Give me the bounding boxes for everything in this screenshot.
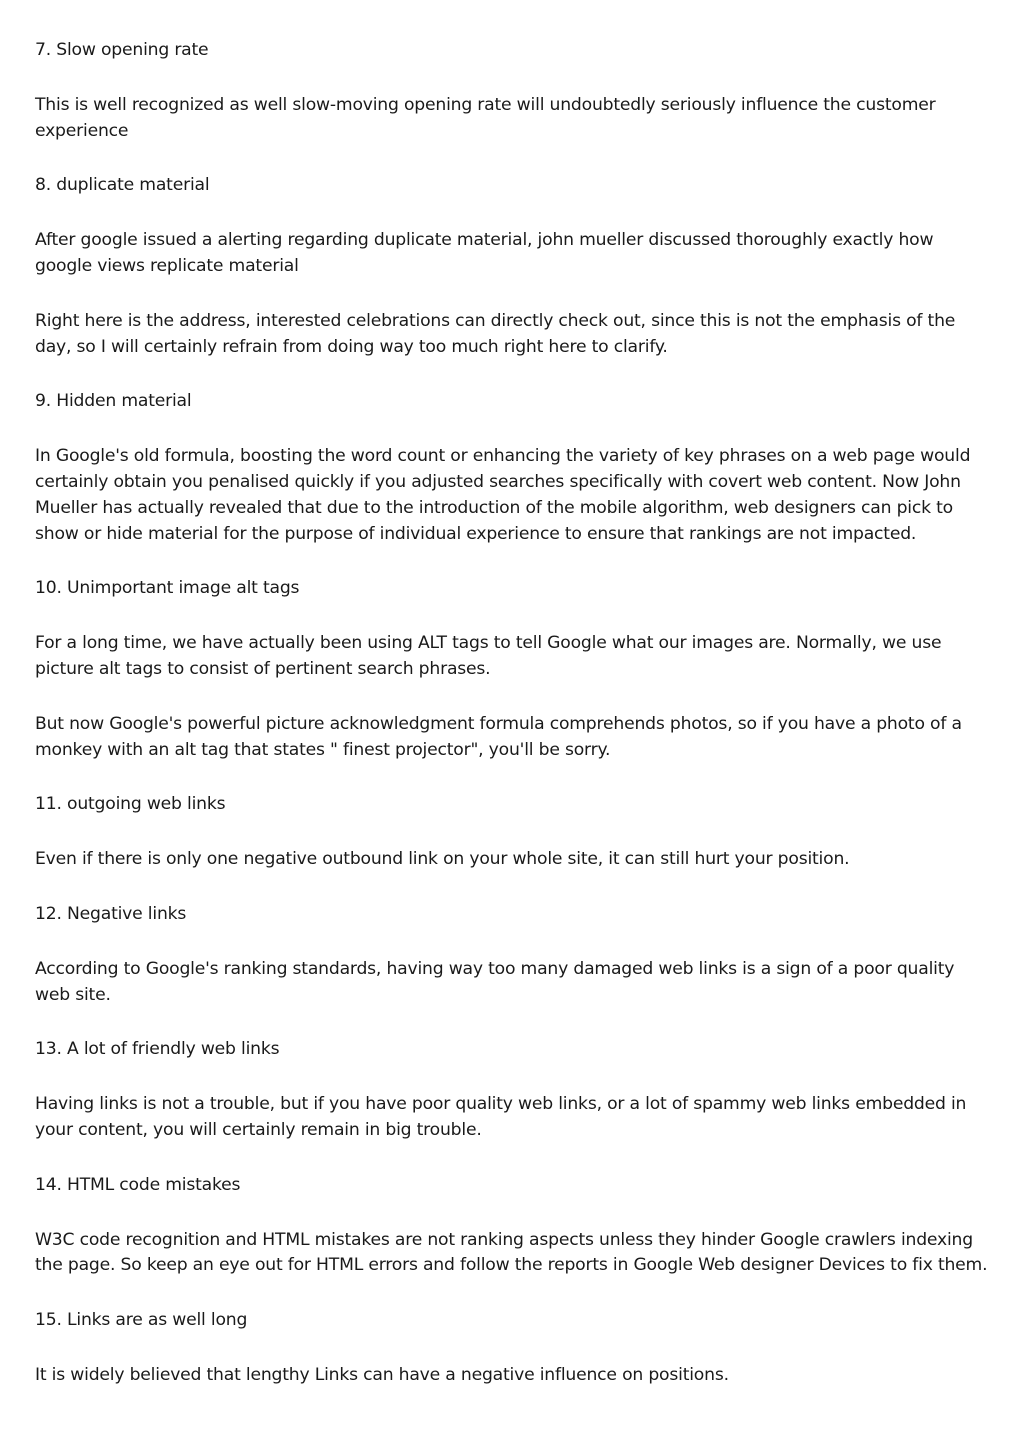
paragraph: For a long time, we have actually been using ALT tags to tell Google what our images are. Normally, we use picture alt tags to consist of pertinent search phrases.: [35, 633, 942, 679]
heading-negative-links: 12. Negative links: [35, 903, 187, 924]
paragraph: It is widely believed that lengthy Links can have a negative influence on positions.: [35, 1364, 729, 1385]
heading-friendly-web-links: 13. A lot of friendly web links: [35, 1039, 280, 1060]
paragraph: This is well recognized as well slow-moving opening rate will undoubtedly seriously influence the customer experience: [35, 94, 936, 141]
heading-slow-opening-rate: 7. Slow opening rate: [35, 40, 209, 60]
paragraph: In Google's old formula, boosting the word count or enhancing the variety of key phrases on a web page would certainly obtain you penalised quickly if you adjusted searches specifically with covert web content. Now John Mueller has actually revealed that due to the introduction of the mobile algorithm, web designers can pick to show or hide material for the purpose of individual experience to ensure that rankings are not impacted.: [35, 446, 971, 544]
heading-html-code-mistakes: 14. HTML code mistakes: [35, 1174, 241, 1195]
paragraph: But now Google's powerful picture acknowledgment formula comprehends photos, so if you have a photo of a monkey with an alt tag that states " finest projector", you'll be sorry.: [35, 713, 962, 760]
paragraph: Having links is not a trouble, but if you have poor quality web links, or a lot of spammy web links embedded in your content, you will certainly remain in big trouble.: [35, 1094, 967, 1140]
paragraph: After google issued a alerting regarding duplicate material, john mueller discussed thoroughly exactly how google views replicate material: [35, 230, 934, 276]
heading-hidden-material: 9. Hidden material: [35, 391, 192, 412]
heading-outgoing-web-links: 11. outgoing web links: [35, 794, 226, 815]
heading-duplicate-material: 8. duplicate material: [35, 175, 210, 196]
paragraph: Right here is the address, interested celebrations can directly check out, since this is not the emphasis of the day, so I will certainly refrain from doing way too much right here to clarify.: [35, 310, 956, 357]
paragraph: According to Google's ranking standards, having way too many damaged web links is a sign of a poor quality web site.: [35, 958, 955, 1005]
heading-image-alt-tags: 10. Unimportant image alt tags: [35, 578, 300, 599]
paragraph: W3C code recognition and HTML mistakes are not ranking aspects unless they hinder Google crawlers indexing the page. So keep an eye out for HTML errors and follow the reports in Google Web designer Devices to fix them.: [35, 1229, 988, 1276]
heading-links-too-long: 15. Links are as well long: [35, 1310, 248, 1331]
paragraph: Even if there is only one negative outbound link on your whole site, it can still hurt your position.: [35, 849, 850, 870]
document-body: [35, 38, 993, 1418]
